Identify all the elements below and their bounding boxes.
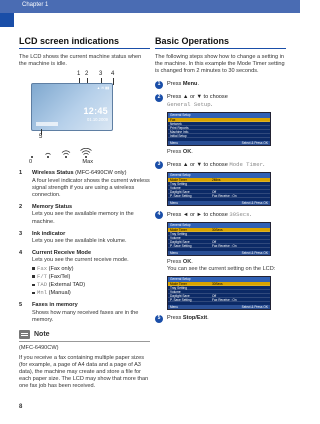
page-number: 8 — [19, 404, 23, 410]
callout-5: 5 — [39, 134, 43, 141]
signal-min-label: 0 — [29, 159, 33, 166]
screen-footer: Menu Select & Press OK — [170, 304, 268, 309]
lcd-status-icons: ▲ ✉ ▮▮ — [96, 86, 109, 91]
signal-labels — [29, 159, 93, 165]
lcd-memory-bar — [36, 122, 58, 126]
screen-menu-row: Fax — [168, 118, 270, 122]
screen-menu-row: Tray Setting — [168, 182, 270, 186]
item-receive-mode: 4 Current Receive Mode Lets you see the current receive mode. — [19, 250, 129, 264]
mode-manual: Mnl (Manual) — [19, 289, 150, 297]
mode-ft: F/T (Fax/Tel) — [19, 273, 150, 281]
chapter-bar — [0, 0, 300, 13]
screen-footer: Menu Select & Press OK — [170, 250, 268, 255]
step-2-press-ok: Press OK. — [167, 148, 193, 155]
note-icon — [19, 330, 30, 339]
screen-menu-row: Volume — [168, 236, 270, 240]
section-title-basic-operations: Basic Operations — [155, 36, 286, 49]
note-model: (MFC-6490CW) — [19, 345, 59, 352]
item-memory-status: 2 Memory Status Lets you see the available memory in the machine. — [19, 204, 134, 225]
lcd-clock: 12:45 — [83, 106, 108, 117]
signal-max-label: Max — [82, 159, 93, 166]
signal-level-2-icon — [61, 149, 71, 158]
mode-fax: Fax (Fax only) — [19, 265, 150, 273]
lcd-date: 01.10.2009 — [87, 117, 108, 123]
callout-2: 2 — [85, 71, 89, 78]
lcd-screen — [31, 83, 113, 131]
signal-level-max-icon — [80, 148, 92, 158]
screen-menu-row: Volume — [168, 186, 270, 190]
screen-footer: Menu Select & Press OK — [170, 200, 268, 205]
lcd-screen-current-setting — [167, 276, 271, 310]
screen-title: General Setup — [168, 223, 270, 228]
screen-title: General Setup — [168, 113, 270, 118]
screen-menu-row: Initial Setup — [168, 134, 270, 138]
step-5: 5 Press Stop/Exit. — [155, 315, 286, 323]
item-ink-indicator: 3 Ink indicator Lets you see the available ink volume. — [19, 230, 127, 245]
step-4: 4 Press ◄ or ► to choose 30Secs. — [155, 211, 286, 219]
screen-title: General Setup — [168, 173, 270, 178]
chapter-label: Chapter 1 — [22, 2, 49, 8]
screen-menu-row: P. Save Setting Fax Receive : On — [168, 194, 270, 198]
lcd-screen-mode-timer-30 — [167, 222, 271, 256]
note-body: If you receive a fax containing multiple paper sizes (for example, a page of A4 data and a page of A3 data), the machine may create and store a file for each paper size. The LCD may show that more than one fax job has been received. — [19, 355, 149, 390]
screen-menu-row: Tray Setting — [168, 232, 270, 236]
note-title: Note — [34, 331, 50, 339]
item-faxes-in-memory: 5 Faxes in memory Shows how many received faxes are in the memory. — [19, 302, 139, 323]
step-2: 2 Press ▲ or ▼ to choose General Setup. — [155, 94, 286, 109]
screen-menu-row: Daylight Save Off — [168, 240, 270, 244]
right-column — [155, 36, 286, 323]
screen-menu-row: Mode Timer 2Mins — [168, 178, 270, 182]
screen-menu-row: Print Reports — [168, 126, 270, 130]
screen-menu-row: Network — [168, 122, 270, 126]
mode-tad: TAD (External TAD) — [19, 281, 150, 289]
note-box — [19, 330, 150, 390]
chapter-tab — [0, 13, 14, 27]
signal-level-1-icon — [44, 150, 52, 158]
screen-footer: Menu Select & Press OK — [170, 140, 268, 145]
screen-menu-row: Mode Timer 30Secs — [168, 282, 270, 286]
screen-menu-row: Daylight Save Off — [168, 190, 270, 194]
screen-menu-row: P. Save Setting Fax Receive : On — [168, 298, 270, 302]
lcd-illustration — [27, 71, 127, 141]
step-3: 3 Press ▲ or ▼ to choose Mode Timer. — [155, 161, 286, 169]
lcd-screen-general-setup — [167, 112, 271, 146]
item-wireless-status: 1 Wireless Status (MFC-6490CW only) A four level indicator shows the current wireless signal strength if you are using a wireless connection. — [19, 170, 150, 199]
signal-strength-icons — [29, 148, 150, 158]
step-4-sub: You can see the current setting on the LCD: — [167, 265, 276, 272]
screen-menu-row: Mode Timer 30Secs — [168, 228, 270, 232]
lcd-intro: The LCD shows the current machine status when the machine is idle. — [19, 54, 142, 68]
callout-1: 1 — [77, 71, 81, 78]
screen-menu-row: Machine Info. — [168, 130, 270, 134]
screen-title: General Setup — [168, 277, 270, 282]
step-1: 1 Press Menu. — [155, 81, 286, 89]
screen-menu-row: Volume — [168, 290, 270, 294]
basic-intro: The following steps show how to change a setting in the machine. In this example the Mode Timer setting is changed from 2 minutes to 30 seconds. — [155, 54, 285, 75]
section-title-lcd: LCD screen indications — [19, 36, 150, 49]
callout-3: 3 — [99, 71, 103, 78]
signal-level-0-icon — [29, 152, 35, 158]
lcd-screen-mode-timer — [167, 172, 271, 206]
left-column — [19, 36, 150, 390]
screen-menu-row: P. Save Setting Fax Receive : On — [168, 244, 270, 248]
screen-menu-row: Daylight Save Off — [168, 294, 270, 298]
step-4-press-ok: Press OK. — [167, 258, 193, 265]
callout-4: 4 — [111, 71, 115, 78]
screen-menu-row: Tray Setting — [168, 286, 270, 290]
